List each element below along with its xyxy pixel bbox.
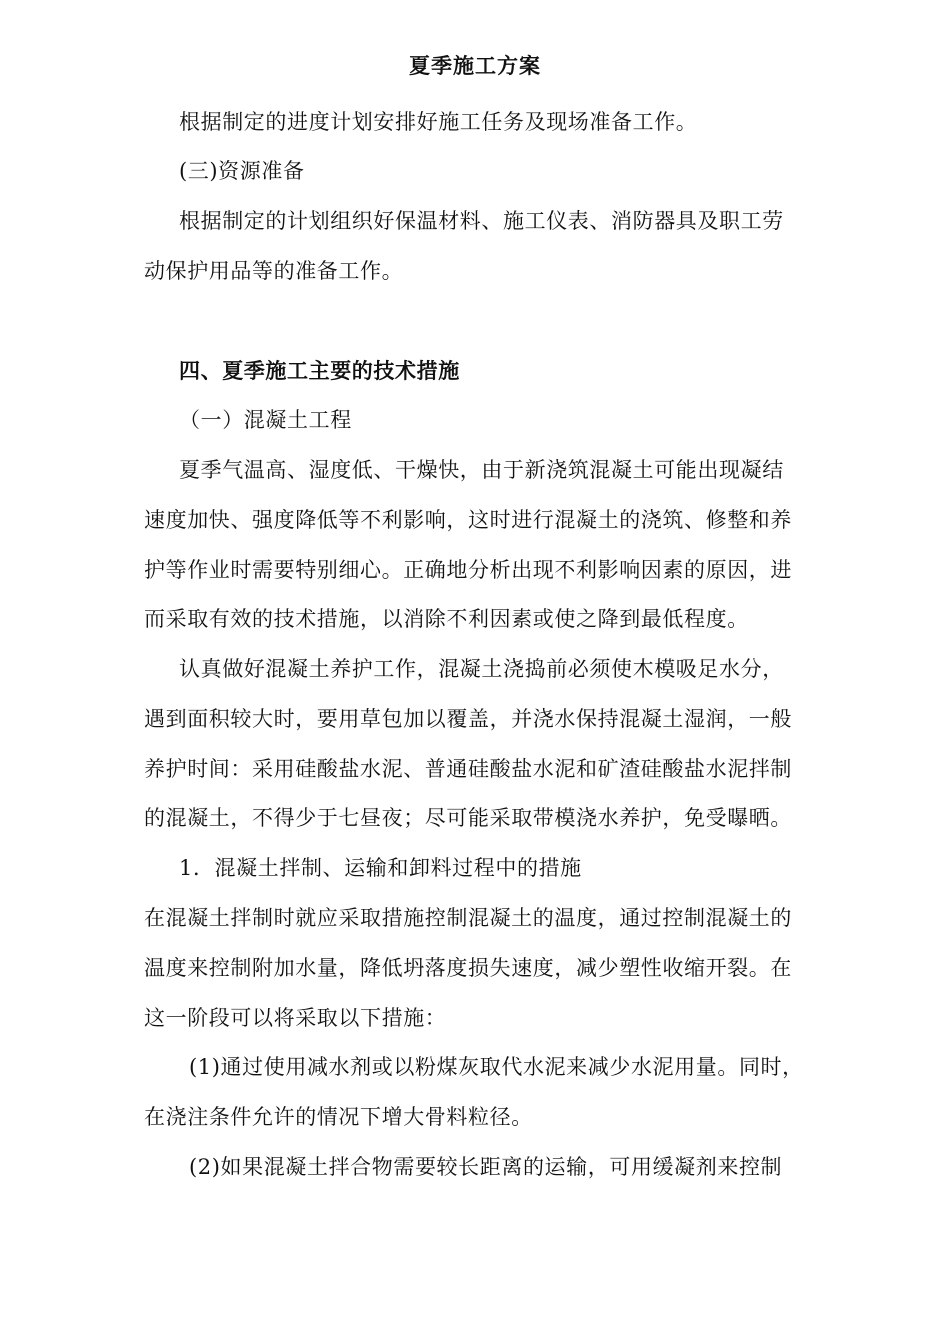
paragraph-line: 温度来控制附加水量，降低坍落度损失速度，减少塑性收缩开裂。在 [144,956,792,980]
section-heading: (三)资源准备 [179,159,305,183]
page-header-title: 夏季施工方案 [409,53,541,78]
paragraph-line: 护等作业时需要特别细心。正确地分析出现不利影响因素的原因，进 [144,558,792,582]
paragraph-line: 而采取有效的技术措施，以消除不利因素或使之降到最低程度。 [144,607,749,631]
paragraph-line: 根据制定的计划组织好保温材料、施工仪表、消防器具及职工劳 [179,209,784,233]
chapter-heading: 四、夏季施工主要的技术措施 [179,358,460,383]
paragraph-line: 动保护用品等的准备工作。 [144,259,404,283]
list-item: (1)通过使用减水剂或以粉煤灰取代水泥来减少水泥用量。同时， [189,1055,804,1079]
paragraph-line: 在浇注条件允许的情况下增大骨料粒径。 [144,1105,533,1129]
paragraph-line: 这一阶段可以将采取以下措施： [144,1006,447,1030]
paragraph-line: 养护时间：采用硅酸盐水泥、普通硅酸盐水泥和矿渣硅酸盐水泥拌制 [144,757,792,781]
paragraph-line: 的混凝土，不得少于七昼夜；尽可能采取带模浇水养护，免受曝晒。 [144,806,792,830]
paragraph-line: 在混凝土拌制时就应采取措施控制混凝土的温度，通过控制混凝土的 [144,906,792,930]
paragraph-line: 根据制定的进度计划安排好施工任务及现场准备工作。 [179,110,698,134]
paragraph-line: 认真做好混凝土养护工作，混凝土浇捣前必须使木模吸足水分， [179,657,784,681]
paragraph-line: 速度加快、强度降低等不利影响，这时进行混凝土的浇筑、修整和养 [144,508,792,532]
paragraph-line: 遇到面积较大时，要用草包加以覆盖，并浇水保持混凝土湿润，一般 [144,707,792,731]
subsection-heading: 1．混凝土拌制、运输和卸料过程中的措施 [179,856,582,880]
paragraph-line: 夏季气温高、湿度低、干燥快，由于新浇筑混凝土可能出现凝结 [179,458,784,482]
section-heading: （一）混凝土工程 [179,408,352,432]
list-item: (2)如果混凝土拌合物需要较长距离的运输，可用缓凝剂来控制 [189,1155,783,1179]
